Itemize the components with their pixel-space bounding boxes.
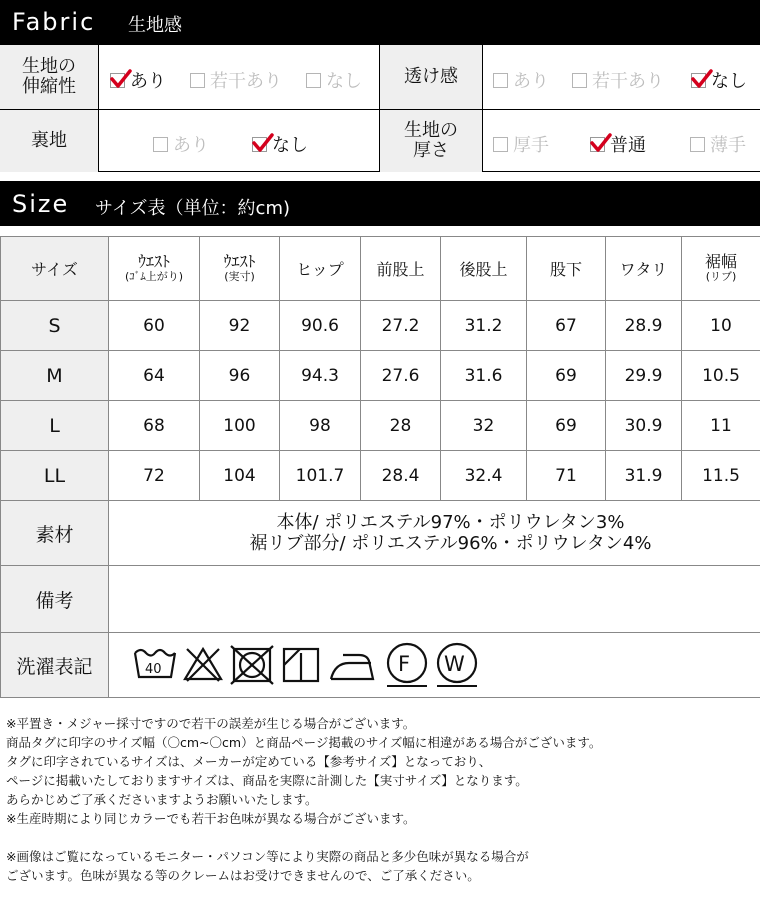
stretch-option-label: 若干あり xyxy=(210,71,282,92)
iron-low-icon xyxy=(331,655,373,679)
unchecked-box-icon xyxy=(190,73,205,88)
svg-text:F: F xyxy=(398,652,411,676)
unchecked-box-icon xyxy=(493,137,508,152)
footnote-6: ※生産時期により同じカラーでも若干お色味が異なる場合がございます。 xyxy=(6,811,416,826)
svg-text:W: W xyxy=(444,652,465,676)
size-column-header: 裾幅 (リブ) xyxy=(682,237,760,301)
table-cell: 32 xyxy=(441,401,527,451)
size-column-header: ワタリ xyxy=(606,237,682,301)
size-title-jp: サイズ表（単位：約cm) xyxy=(95,198,291,219)
table-cell: 28 xyxy=(361,401,441,451)
size-label: M xyxy=(1,351,109,401)
sheer-option-1[interactable] xyxy=(493,67,549,93)
fabric-title-jp: 生地感 xyxy=(128,15,182,36)
stretch-option-3[interactable] xyxy=(306,67,362,93)
table-cell: 92 xyxy=(200,301,280,351)
wash-40-icon xyxy=(135,650,175,677)
table-row xyxy=(1,451,760,501)
table-cell: 31.6 xyxy=(441,351,527,401)
sheer-option-2[interactable] xyxy=(572,67,664,93)
lining-option-label: なし xyxy=(272,135,308,156)
table-cell: 32.4 xyxy=(441,451,527,501)
wash-row xyxy=(1,633,760,698)
table-cell: 27.2 xyxy=(361,301,441,351)
line-dry-shade-icon xyxy=(284,649,318,681)
thickness-label: 生地の 厚さ xyxy=(380,109,482,172)
table-cell: 104 xyxy=(200,451,280,501)
table-cell: 72 xyxy=(109,451,200,501)
table-cell: 31.2 xyxy=(441,301,527,351)
no-bleach-icon xyxy=(185,649,221,681)
table-cell: 10 xyxy=(682,301,760,351)
checked-box-icon xyxy=(110,73,125,88)
table-cell: 10.5 xyxy=(682,351,760,401)
thickness-option-3[interactable] xyxy=(690,131,746,157)
size-column-header: 後股上 xyxy=(441,237,527,301)
size-header-bar xyxy=(0,181,760,226)
table-cell: 98 xyxy=(280,401,361,451)
table-row xyxy=(1,301,760,351)
table-cell: 11 xyxy=(682,401,760,451)
table-cell: 29.9 xyxy=(606,351,682,401)
footnote-7: ※画像はご覧になっているモニター・パソコン等により実際の商品と多少色味が異なる場合が xyxy=(6,849,529,864)
size-label: L xyxy=(1,401,109,451)
checked-box-icon xyxy=(590,137,605,152)
unchecked-box-icon xyxy=(690,137,705,152)
material-text: 本体/ ポリエステル97%・ポリウレタン3% 裾リブ部分/ ポリエステル96%・ポリウレタン4% xyxy=(109,501,760,566)
size-header-label: サイズ xyxy=(1,237,109,301)
sheer-label: 透け感 xyxy=(380,45,482,109)
table-cell: 90.6 xyxy=(280,301,361,351)
unchecked-box-icon xyxy=(493,73,508,88)
wash-label: 洗濯表記 xyxy=(1,633,109,698)
checked-box-icon xyxy=(252,137,267,152)
table-cell: 101.7 xyxy=(280,451,361,501)
footnote-3: タグに印字されているサイズは、メーカーが定めている【参考サイズ】となっており、 xyxy=(6,754,492,769)
size-column-header: ｳｴｽﾄ (ｺﾞﾑ上がり) xyxy=(109,237,200,301)
stretch-label: 生地の 伸縮性 xyxy=(0,45,98,109)
lining-option-label: あり xyxy=(173,135,209,156)
table-cell: 11.5 xyxy=(682,451,760,501)
table-row xyxy=(1,351,760,401)
sheer-option-label: 若干あり xyxy=(592,71,664,92)
table-cell: 31.9 xyxy=(606,451,682,501)
lining-label: 裏地 xyxy=(0,109,98,172)
table-cell: 28.9 xyxy=(606,301,682,351)
thickness-option-1[interactable] xyxy=(493,131,549,157)
thickness-option-label: 薄手 xyxy=(710,135,746,156)
wet-clean-w-icon xyxy=(437,644,477,686)
no-tumble-dry-icon xyxy=(231,646,273,684)
notes-row xyxy=(1,566,760,633)
size-label: LL xyxy=(1,451,109,501)
dry-clean-f-icon xyxy=(387,644,427,686)
footnote-2: 商品タグに印字のサイズ幅（〇cm~〇cm）と商品ページ掲載のサイズ幅に相違がある場合がございます。 xyxy=(6,735,602,750)
checked-box-icon xyxy=(691,73,706,88)
table-cell: 67 xyxy=(527,301,606,351)
table-cell: 27.6 xyxy=(361,351,441,401)
table-cell: 30.9 xyxy=(606,401,682,451)
lining-option-2[interactable] xyxy=(252,131,308,157)
table-cell: 69 xyxy=(527,401,606,451)
footnote-8: ございます。色味が異なる等のクレームはお受けできませんので、ご了承ください。 xyxy=(6,868,480,883)
stretch-option-label: なし xyxy=(326,71,362,92)
wash-icons xyxy=(109,633,760,698)
material-label: 素材 xyxy=(1,501,109,566)
table-cell: 71 xyxy=(527,451,606,501)
table-cell: 69 xyxy=(527,351,606,401)
sheer-option-label: あり xyxy=(513,71,549,92)
notes-value xyxy=(109,566,760,633)
stretch-option-1[interactable] xyxy=(110,67,166,93)
table-cell: 96 xyxy=(200,351,280,401)
unchecked-box-icon xyxy=(153,137,168,152)
stretch-option-label: あり xyxy=(130,71,166,92)
svg-text:40: 40 xyxy=(145,662,162,677)
table-cell: 64 xyxy=(109,351,200,401)
fabric-title-en: Fabric xyxy=(12,8,96,36)
size-column-header: 前股上 xyxy=(361,237,441,301)
footnote-4: ページに掲載いたしておりますサイズは、商品を実際に計測した【実寸サイズ】となります。 xyxy=(6,773,528,788)
table-row xyxy=(1,401,760,451)
stretch-option-2[interactable] xyxy=(190,67,282,93)
notes-label: 備考 xyxy=(1,566,109,633)
size-label: S xyxy=(1,301,109,351)
material-row xyxy=(1,501,760,566)
thickness-option-label: 普通 xyxy=(610,135,646,156)
footnote-5: あらかじめご了承くださいますようお願いいたします。 xyxy=(6,792,318,807)
size-header-row xyxy=(1,237,760,301)
size-title-en: Size xyxy=(12,190,70,218)
lining-option-1[interactable] xyxy=(153,131,209,157)
size-table xyxy=(0,236,760,698)
size-column-header: ｳｴｽﾄ (実寸) xyxy=(200,237,280,301)
fabric-grid xyxy=(0,44,760,172)
table-cell: 60 xyxy=(109,301,200,351)
table-cell: 100 xyxy=(200,401,280,451)
sheer-option-label: なし xyxy=(711,71,747,92)
unchecked-box-icon xyxy=(306,73,321,88)
fabric-header-bar xyxy=(0,0,760,44)
thickness-option-2[interactable] xyxy=(590,131,646,157)
size-column-header: 股下 xyxy=(527,237,606,301)
table-cell: 28.4 xyxy=(361,451,441,501)
size-column-header: ヒップ xyxy=(280,237,361,301)
footnote-1: ※平置き・メジャー採寸ですので若干の誤差が生じる場合がございます。 xyxy=(6,716,416,731)
sheer-option-3[interactable] xyxy=(691,67,747,93)
unchecked-box-icon xyxy=(572,73,587,88)
table-cell: 94.3 xyxy=(280,351,361,401)
thickness-option-label: 厚手 xyxy=(513,135,549,156)
table-cell: 68 xyxy=(109,401,200,451)
